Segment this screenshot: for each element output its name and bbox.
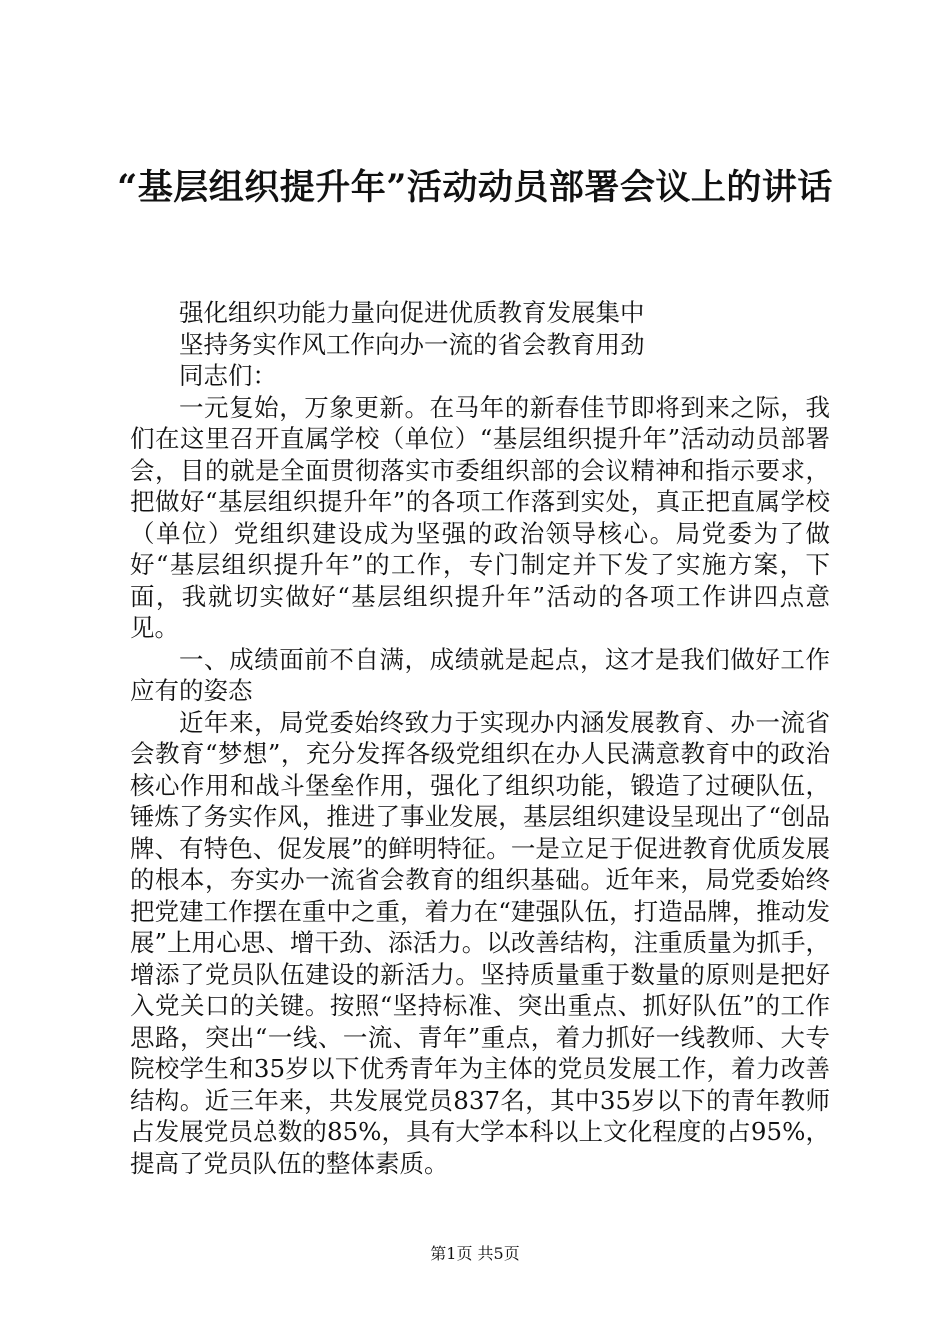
subtitle-line-1: 强化组织功能力量向促进优质教育发展集中 [179, 298, 645, 327]
salutation: 同志们： [179, 361, 277, 390]
section-heading-1: 一、成绩面前不自满，成绩就是起点，这才是我们做好工作应有的姿态 [130, 644, 830, 705]
paragraph-opening: 一元复始，万象更新。在马年的新春佳节即将到来之际，我们在这里召开直属学校（单位）“基层组织提升年”活动动员部署会，目的就是全面贯彻落实市委组织部的会议精神和指示要求，把做好“基层组织提升年”的各项工作落到实处，真正把直属学校（单位）党组织建设成为坚强的政治领导核心。局党委为了做好“基层组织提升年”的工作，专门制定并下发了实施方案，下面，我就切实做好“基层组织提升年”活动的各项工作讲四点意见。 [130, 392, 830, 642]
document-body [130, 297, 830, 1179]
paragraph-achievements: 近年来，局党委始终致力于实现办内涵发展教育、办一流省会教育“梦想”，充分发挥各级党组织在办人民满意教育中的政治核心作用和战斗堡垒作用，强化了组织功能，锻造了过硬队伍，锤炼了务实作风，推进了事业发展，基层组织建设呈现出了“创品牌、有特色、促发展”的鲜明特征。一是立足于促进教育优质发展的根本，夯实办一流省会教育的组织基础。近年来，局党委始终把党建工作摆在重中之重，着力在“建强队伍，打造品牌，推动发展”上用心思、增干劲、添活力。以改善结构，注重质量为抓手，增添了党员队伍建设的新活力。坚持质量重于数量的原则是把好入党关口的关键。按照“坚持标准、突出重点、抓好队伍”的工作思路，突出“一线、一流、青年”重点，着力抓好一线教师、大专院校学生和35岁以下优秀青年为主体的党员发展工作，着力改善结构。近三年来，共发展党员837名，其中35岁以下的青年教师占发展党员总数的85%，具有大学本科以上文化程度的占95%，提高了党员队伍的整体素质。 [130, 707, 830, 1178]
page-footer: 第1页 共5页 [430, 1244, 520, 1263]
document-title: “基层组织提升年”活动动员部署会议上的讲话 [117, 167, 833, 208]
subtitle-line-2: 坚持务实作风工作向办一流的省会教育用劲 [179, 329, 645, 359]
